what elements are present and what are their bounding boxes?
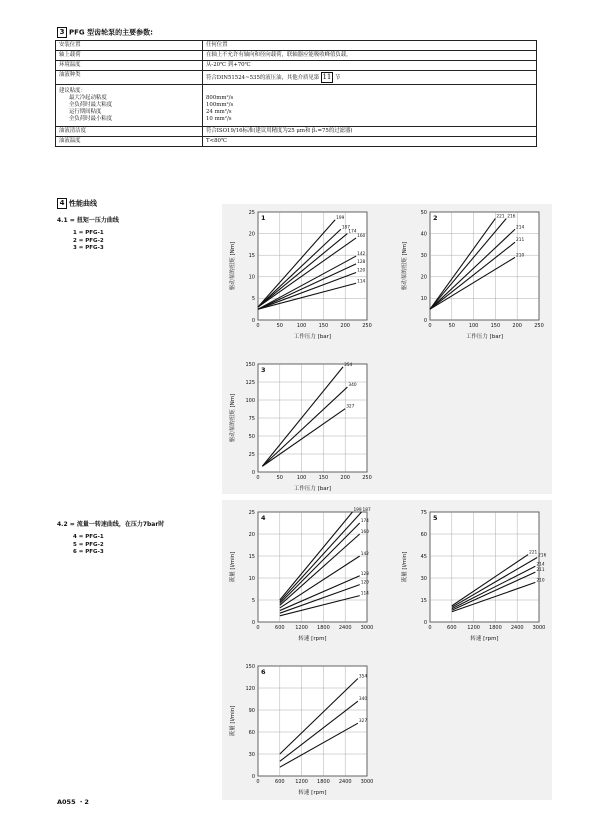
y-tick-label: 150 xyxy=(245,361,255,368)
x-tick-label: 1200 xyxy=(467,625,480,631)
series-label: 214 xyxy=(536,562,545,568)
viscosity-label: 最大冷起动粘度 xyxy=(69,95,107,101)
legend-item: 3 = PFG-3 xyxy=(73,245,104,252)
param-value xyxy=(203,71,537,85)
series-label: 327 xyxy=(346,404,355,410)
x-tick-label: 0 xyxy=(428,625,432,631)
param-label: 安装位置 xyxy=(56,41,203,51)
chart-panel-number: 2 xyxy=(433,214,438,222)
x-axis-label: 工作压力 [bar] xyxy=(293,334,332,340)
flow-chart-5 xyxy=(400,506,545,646)
x-tick-label: 100 xyxy=(296,475,307,481)
legend-item: 6 = PFG-3 xyxy=(73,549,104,556)
x-tick-label: 2400 xyxy=(510,625,524,631)
y-axis-label: 流量 [l/min] xyxy=(230,551,236,583)
y-tick-label: 20 xyxy=(248,231,255,238)
section3-heading xyxy=(57,27,153,38)
x-tick-label: 150 xyxy=(318,475,329,481)
series-label: 340 xyxy=(348,383,357,389)
section3-number: 3 xyxy=(57,27,67,38)
table-row xyxy=(56,85,537,127)
param-value xyxy=(203,85,537,127)
y-tick-label: 60 xyxy=(248,729,255,736)
series-label: 114 xyxy=(357,279,366,285)
param-value-suffix: 节 xyxy=(334,75,341,81)
x-tick-label: 0 xyxy=(428,323,432,329)
y-tick-label: 0 xyxy=(251,619,255,626)
series-label: 199 xyxy=(353,508,362,513)
y-tick-label: 120 xyxy=(245,685,255,692)
x-tick-label: 250 xyxy=(534,323,544,329)
param-label: 油液种类 xyxy=(56,71,203,85)
y-tick-label: 15 xyxy=(248,253,255,259)
table-row xyxy=(56,51,537,61)
y-tick-label: 0 xyxy=(251,317,255,324)
y-tick-label: 25 xyxy=(248,451,255,458)
series-label: 114 xyxy=(360,591,369,597)
x-tick-label: 1800 xyxy=(489,625,502,631)
plot-area xyxy=(258,666,367,776)
x-tick-label: 600 xyxy=(447,625,457,631)
param-value: T<80℃ xyxy=(203,137,537,147)
x-tick-label: 150 xyxy=(318,323,329,329)
series-label: 327 xyxy=(358,719,368,725)
table-row xyxy=(56,71,537,85)
series-label: 187 xyxy=(341,225,351,231)
x-tick-label: 200 xyxy=(512,323,522,329)
series-label: 216 xyxy=(507,214,516,220)
y-axis-label: 驱动泵的扭矩 [Nm] xyxy=(230,393,236,443)
y-tick-label: 0 xyxy=(251,469,255,476)
torque-chart-2 xyxy=(400,206,545,344)
viscosity-value: 24 mm²/s xyxy=(206,109,232,115)
series-label: 221 xyxy=(496,214,505,220)
flow-chart-6 xyxy=(228,660,373,800)
param-value: 从-20℃ 到+70℃ xyxy=(203,61,537,71)
x-tick-label: 2400 xyxy=(338,625,352,631)
viscosity-label: 全负荷时最小粘度 xyxy=(69,116,113,122)
table-row xyxy=(56,61,537,71)
param-value: 在轴上不允许有轴向和径向载荷，联轴器应能吸收峰值负载。 xyxy=(203,51,537,61)
x-tick-label: 3000 xyxy=(360,779,374,785)
series-label: 211 xyxy=(536,568,545,574)
y-tick-label: 10 xyxy=(248,575,255,582)
x-tick-label: 50 xyxy=(276,475,283,481)
y-tick-label: 25 xyxy=(248,209,255,216)
y-tick-label: 60 xyxy=(420,531,427,538)
y-tick-label: 75 xyxy=(420,509,427,516)
x-tick-label: 1800 xyxy=(317,625,330,631)
y-axis-label: 驱动泵的扭矩 [Nm] xyxy=(402,241,408,291)
y-tick-label: 45 xyxy=(420,553,427,560)
series-label: 174 xyxy=(348,229,357,235)
series-label: 120 xyxy=(360,580,369,586)
y-axis-label: 驱动泵的扭矩 [Nm] xyxy=(230,241,236,291)
y-tick-label: 0 xyxy=(423,619,427,626)
y-tick-label: 20 xyxy=(420,274,427,281)
param-label: 轴上载荷 xyxy=(56,51,203,61)
x-tick-label: 150 xyxy=(490,323,501,329)
curves41-title: 4.1 = 扭矩一压力曲线 xyxy=(57,217,119,224)
y-tick-label: 30 xyxy=(420,253,427,259)
x-tick-label: 200 xyxy=(340,323,350,329)
viscosity-value: 800mm²/s xyxy=(206,95,234,101)
viscosity-label: 运行期间粘度 xyxy=(69,109,102,115)
x-tick-label: 200 xyxy=(340,475,350,481)
y-tick-label: 50 xyxy=(248,433,255,440)
y-tick-label: 150 xyxy=(245,663,255,670)
page-footer: A055 ・2 xyxy=(57,798,89,806)
viscosity-heading: 建议粘度： xyxy=(59,88,86,94)
chart-panel-number: 1 xyxy=(261,214,266,222)
section4-number: 4 xyxy=(57,198,67,209)
viscosity-label: 全负荷时最大粘度 xyxy=(69,102,113,108)
table-row xyxy=(56,41,537,51)
y-tick-label: 10 xyxy=(248,274,255,281)
flow-chart-4 xyxy=(228,506,373,646)
series-label: 142 xyxy=(360,552,369,557)
y-axis-label: 流量 [l/min] xyxy=(402,551,408,583)
y-tick-label: 20 xyxy=(248,531,255,538)
y-tick-label: 30 xyxy=(248,751,255,758)
series-label: 120 xyxy=(357,268,366,274)
legend-item: 1 = PFG-1 xyxy=(73,230,104,236)
y-axis-label: 流量 [l/min] xyxy=(230,705,236,737)
x-tick-label: 1800 xyxy=(317,779,330,785)
series-label: 214 xyxy=(516,225,525,231)
plot-area xyxy=(430,512,539,622)
y-tick-label: 40 xyxy=(420,231,427,238)
series-label: 210 xyxy=(536,578,545,584)
y-tick-label: 25 xyxy=(248,509,255,516)
x-tick-label: 250 xyxy=(362,475,372,481)
series-label: 340 xyxy=(358,697,368,703)
param-label: 油液清洁度 xyxy=(56,127,203,137)
series-label: 221 xyxy=(529,550,538,556)
series-label: 354 xyxy=(358,674,368,680)
x-tick-label: 2400 xyxy=(338,779,352,785)
chart-panel-number: 4 xyxy=(261,514,266,522)
curves41-legend xyxy=(73,230,104,253)
chart-panel-number: 6 xyxy=(261,668,266,676)
legend-item: 5 = PFG-2 xyxy=(73,541,104,548)
table-row xyxy=(56,137,537,147)
series-label: 174 xyxy=(360,519,369,524)
y-tick-label: 50 xyxy=(420,209,427,216)
y-tick-label: 90 xyxy=(248,707,255,714)
x-tick-label: 600 xyxy=(275,625,285,631)
x-axis-label: 转速 [rpm] xyxy=(298,636,327,642)
param-label: 环境温度 xyxy=(56,61,203,71)
y-tick-label: 125 xyxy=(245,379,255,386)
x-tick-label: 50 xyxy=(276,323,283,329)
x-tick-label: 0 xyxy=(256,323,260,329)
curves42-title: 4.2 = 流量一转速曲线，在压力7bar时 xyxy=(57,521,165,528)
viscosity-value: 10 mm²/s xyxy=(206,116,232,122)
param-value: 符合ISO19/16标准(建议用精度为25 μm和 βₓ=75的过滤器) xyxy=(203,127,537,137)
section3-title: PFG 型齿轮泵的主要参数: xyxy=(69,28,153,37)
y-tick-label: 0 xyxy=(251,773,255,780)
x-tick-label: 3000 xyxy=(532,625,546,631)
param-value-text: 符合DIN51524~535的液压油，其他介质见第 xyxy=(206,75,320,81)
legend-item: 2 = PFG-2 xyxy=(73,237,104,244)
section4-heading xyxy=(57,198,97,209)
series-label: 210 xyxy=(516,253,525,259)
series-label: 142 xyxy=(357,252,366,258)
series-label: 211 xyxy=(516,238,525,244)
x-axis-label: 转速 [rpm] xyxy=(470,636,499,642)
params-table xyxy=(55,40,537,147)
series-label: 128 xyxy=(360,571,369,577)
torque-chart-1 xyxy=(228,206,373,344)
x-tick-label: 100 xyxy=(468,323,479,329)
x-axis-label: 工作压力 [bar] xyxy=(465,334,504,340)
section4-title: 性能曲线 xyxy=(69,199,97,208)
series-label: 160 xyxy=(357,233,366,239)
chart-panel-number: 3 xyxy=(261,366,266,374)
y-tick-label: 5 xyxy=(251,296,255,303)
torque-chart-3 xyxy=(228,358,373,496)
x-tick-label: 3000 xyxy=(360,625,374,631)
x-tick-label: 600 xyxy=(275,779,285,785)
section-ref-box: 11 xyxy=(322,73,332,81)
y-tick-label: 100 xyxy=(245,397,255,404)
y-tick-label: 10 xyxy=(420,296,427,303)
y-tick-label: 0 xyxy=(423,317,427,324)
x-tick-label: 250 xyxy=(362,323,372,329)
x-tick-label: 50 xyxy=(448,323,455,329)
series-label: 187 xyxy=(362,508,371,513)
legend-item: 4 = PFG-1 xyxy=(73,534,104,540)
y-tick-label: 15 xyxy=(420,597,427,604)
y-tick-label: 15 xyxy=(248,553,255,560)
x-axis-label: 转速 [rpm] xyxy=(298,790,327,796)
series-label: 354 xyxy=(344,362,353,368)
viscosity-value: 100mm²/s xyxy=(206,102,234,108)
x-tick-label: 0 xyxy=(256,779,260,785)
series-label: 199 xyxy=(336,215,345,221)
param-value: 任何位置 xyxy=(203,41,537,51)
y-tick-label: 75 xyxy=(248,415,255,422)
x-tick-label: 1200 xyxy=(295,625,308,631)
x-tick-label: 1200 xyxy=(295,779,308,785)
chart-panel-number: 5 xyxy=(433,514,438,522)
param-label: 油液温度 xyxy=(56,137,203,147)
y-tick-label: 30 xyxy=(420,575,427,582)
series-label: 160 xyxy=(360,530,369,535)
y-tick-label: 5 xyxy=(251,597,255,604)
plot-area xyxy=(258,512,367,622)
x-tick-label: 0 xyxy=(256,625,260,631)
x-tick-label: 100 xyxy=(296,323,307,329)
x-tick-label: 0 xyxy=(256,475,260,481)
series-label: 216 xyxy=(538,553,547,559)
table-row xyxy=(56,127,537,137)
x-axis-label: 工作压力 [bar] xyxy=(293,486,332,492)
param-label xyxy=(56,85,203,127)
series-label: 128 xyxy=(357,259,366,265)
curves42-legend xyxy=(73,534,104,557)
